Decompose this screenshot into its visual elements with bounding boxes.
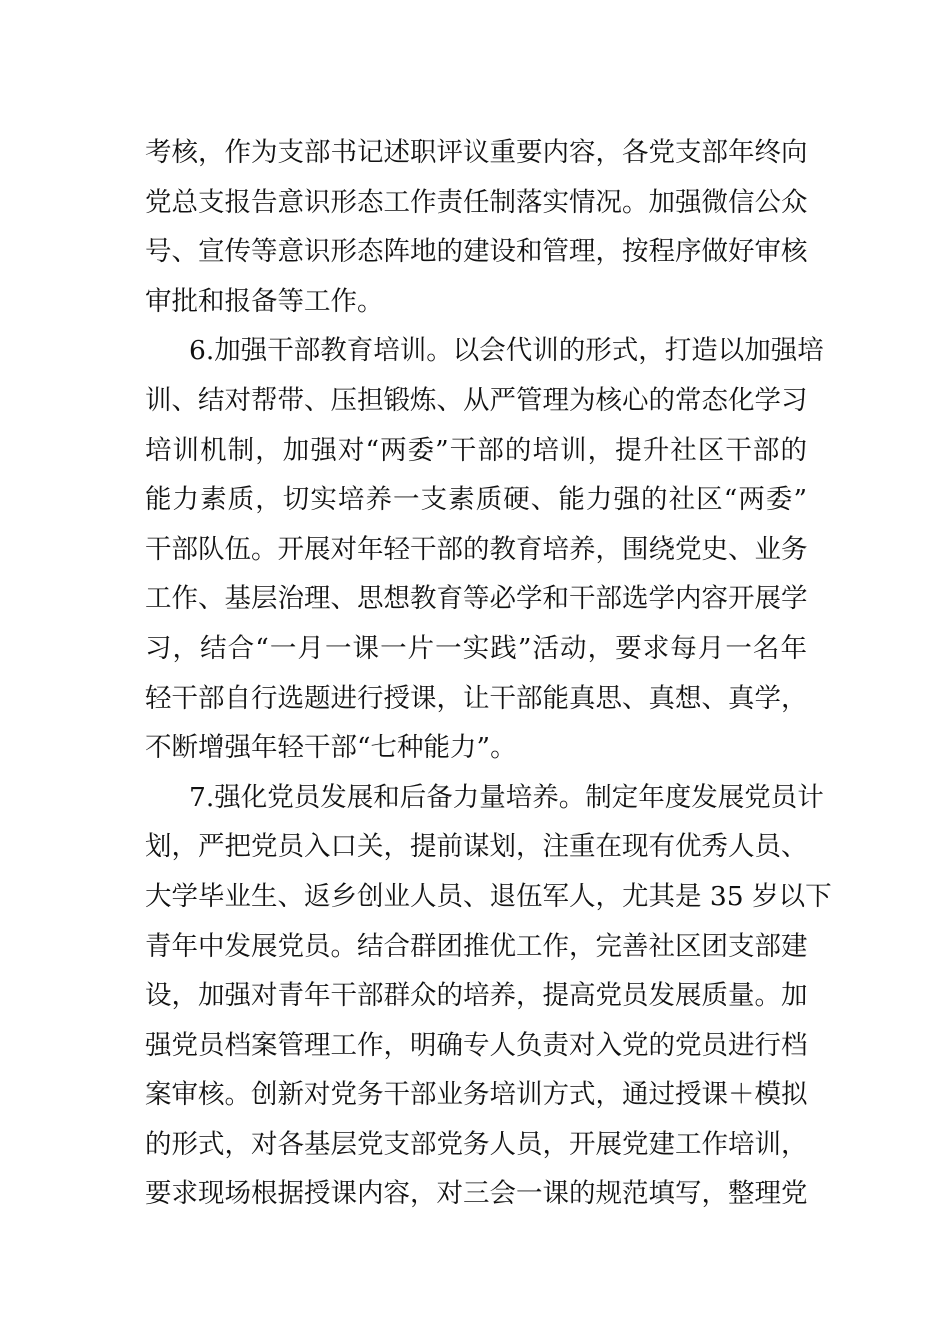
text-line: 号、宣传等意识形态阵地的建设和管理，按程序做好审核 (145, 236, 808, 268)
text-line: 党总支报告意识形态工作责任制落实情况。加强微信公众 (145, 186, 808, 218)
text-line: 审批和报备等工作。 (145, 285, 384, 317)
text-line: 培训机制，加强对“两委”干部的培训，提升社区干部的 (145, 434, 807, 466)
document-body (145, 128, 832, 1219)
text-line: 工作、基层治理、思想教育等必学和干部选学内容开展学 (145, 583, 808, 615)
text-line: 能力素质，切实培养一支素质硬、能力强的社区“两委” (145, 484, 807, 516)
section-heading-line: 6.加强干部教育培训。以会代训的形式，打造以加强培 (189, 335, 824, 367)
section-heading-line: 7.强化党员发展和后备力量培养。制定年度发展党员计 (189, 781, 824, 813)
text-line: 考核，作为支部书记述职评议重要内容，各党支部年终向 (145, 137, 808, 168)
text-line: 的形式，对各基层党支部党务人员，开展党建工作培训， (145, 1128, 808, 1160)
text-line: 训、结对帮带、压担锻炼、从严管理为核心的常态化学习 (145, 384, 808, 416)
text-line: 不断增强年轻干部“七种能力”。 (145, 732, 517, 764)
text-line: 青年中发展党员。结合群团推优工作，完善社区团支部建 (145, 930, 808, 962)
text-line: 划，严把党员入口关，提前谋划，注重在现有优秀人员、 (145, 831, 808, 863)
text-line: 大学毕业生、返乡创业人员、退伍军人，尤其是 35 岁以下 (145, 880, 832, 912)
text-line: 习，结合“一月一课一片一实践”活动，要求每月一名年 (145, 632, 807, 664)
text-line: 干部队伍。开展对年轻干部的教育培养，围绕党史、业务 (145, 533, 808, 565)
text-line: 案审核。创新对党务干部业务培训方式，通过授课＋模拟 (145, 1079, 808, 1111)
text-line: 轻干部自行选题进行授课，让干部能真思、真想、真学， (145, 682, 808, 714)
text-line: 设，加强对青年干部群众的培养，提高党员发展质量。加 (145, 980, 808, 1012)
text-line: 要求现场根据授课内容，对三会一课的规范填写，整理党 (145, 1178, 808, 1210)
text-line: 强党员档案管理工作，明确专人负责对入党的党员进行档 (145, 1029, 808, 1061)
